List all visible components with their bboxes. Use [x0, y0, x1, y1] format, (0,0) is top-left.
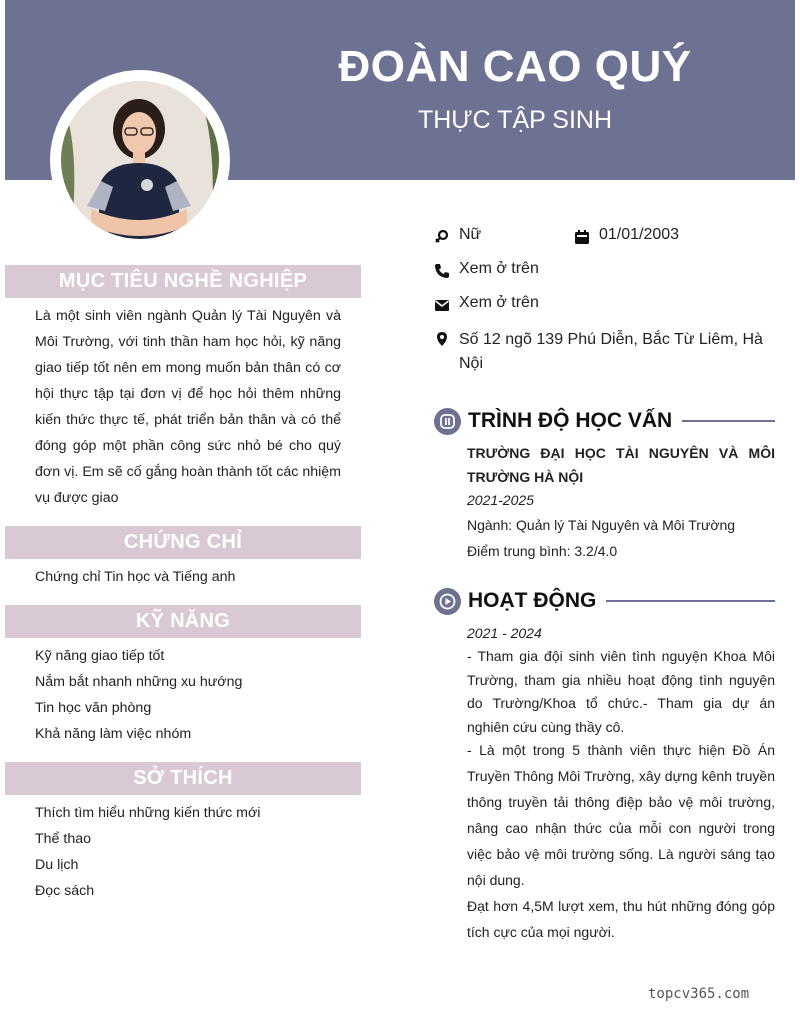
- school-icon: [440, 414, 455, 429]
- hobby-item: Thể thao: [35, 831, 92, 847]
- phone-icon: [434, 263, 450, 279]
- hobby-item: Đọc sách: [35, 883, 95, 899]
- skills-heading: KỸ NĂNG: [5, 605, 361, 638]
- education-heading: [434, 407, 775, 435]
- gender-value: Nữ: [459, 226, 482, 243]
- activity-item: - Tham gia đội sinh viên tình nguyện Khoa Môi Trường, tham gia nhiều hoạt động tình nguyện do Trường/Khoa tổ chức.- Tham gia dự án nghiên cứu cùng thầy cô.: [467, 648, 775, 735]
- education-title: TRÌNH ĐỘ HỌC VẤN: [468, 409, 673, 432]
- heading-divider: [682, 420, 775, 422]
- gender-row: [434, 226, 481, 245]
- certificates-list: [35, 564, 355, 590]
- phone-row: [434, 260, 539, 279]
- certificate-item: Chứng chỉ Tin học và Tiếng anh: [35, 569, 236, 585]
- activity-item: Đạt hơn 4,5M lượt xem, thu hút những đóng góp tích cực của mọi người.: [467, 898, 775, 940]
- phone-value: Xem ở trên: [459, 260, 539, 277]
- watermark: topcv365.com: [648, 986, 750, 1002]
- mail-icon: [434, 297, 450, 313]
- education-period: 2021-2025: [467, 492, 534, 508]
- skills-list: [35, 643, 355, 747]
- birthday-value: 01/01/2003: [599, 226, 680, 243]
- activities-period: 2021 - 2024: [467, 625, 542, 641]
- hobby-item: Thích tìm hiểu những kiến thức mới: [35, 805, 261, 821]
- email-row: [434, 294, 539, 313]
- education-badge: [434, 408, 461, 435]
- skill-item: Khả năng làm việc nhóm: [35, 726, 192, 742]
- school-name: TRƯỜNG ĐẠI HỌC TÀI NGUYÊN VÀ MÔI TRƯỜNG HÀ NỘI: [467, 445, 775, 485]
- hobby-item: Du lịch: [35, 857, 79, 873]
- activities-title: HOẠT ĐỘNG: [468, 589, 597, 612]
- hobbies-heading: SỞ THÍCH: [5, 762, 361, 795]
- address-value: Số 12 ngõ 139 Phú Diễn, Bắc Từ Liêm, Hà Nội: [459, 331, 763, 372]
- objective-heading: MỤC TIÊU NGHỀ NGHIỆP: [5, 265, 361, 298]
- job-title: THỰC TẬP SINH: [417, 106, 613, 134]
- certificates-heading: CHỨNG CHỈ: [5, 526, 361, 559]
- skill-item: Tin học văn phòng: [35, 700, 152, 716]
- birthday-row: [574, 226, 679, 245]
- objective-text: Là một sinh viên ngành Quản lý Tài Nguyên và Môi Trường, với tinh thần ham học hỏi, kỹ năng giao tiếp tốt nên em mong muốn bản thân có cơ hội thực tập tại đơn vị để học hỏi thêm những kiến thức thực tế, phát triển bản thân và có thể đóng góp một phần công sức nhỏ bé cho quý đơn vị. Em sẽ cố gắng hoàn thành tốt các nhiệm vụ được giao: [35, 308, 341, 506]
- heading-divider: [606, 600, 775, 602]
- location-icon: [434, 331, 450, 347]
- skill-item: Nắm bắt nhanh những xu hướng: [35, 674, 243, 690]
- calendar-icon: [574, 229, 590, 245]
- education-gpa: Điểm trung bình: 3.2/4.0: [467, 543, 618, 559]
- candidate-name: ĐOÀN CAO QUÝ: [338, 42, 692, 91]
- activities-badge: [434, 588, 461, 615]
- avatar: [61, 81, 219, 239]
- education-major: Ngành: Quản lý Tài Nguyên và Môi Trường: [467, 517, 736, 533]
- skill-item: Kỹ năng giao tiếp tốt: [35, 648, 165, 664]
- activity-item: - Là một trong 5 thành viên thực hiện Đồ Án Truyền Thông Môi Trường, xây dựng kênh truyền thông truyền tải thông điệp bảo vệ môi trường, nâng cao nhận thức của mỗi con người trong việc bảo vệ môi trường sống. Là người sáng tạo nội dung.: [467, 742, 775, 888]
- activities-heading: [434, 587, 775, 615]
- address-row: [434, 328, 764, 376]
- gender-icon: [434, 229, 450, 245]
- play-icon: [439, 593, 456, 610]
- email-value: Xem ở trên: [459, 294, 539, 311]
- hobbies-list: [35, 800, 355, 904]
